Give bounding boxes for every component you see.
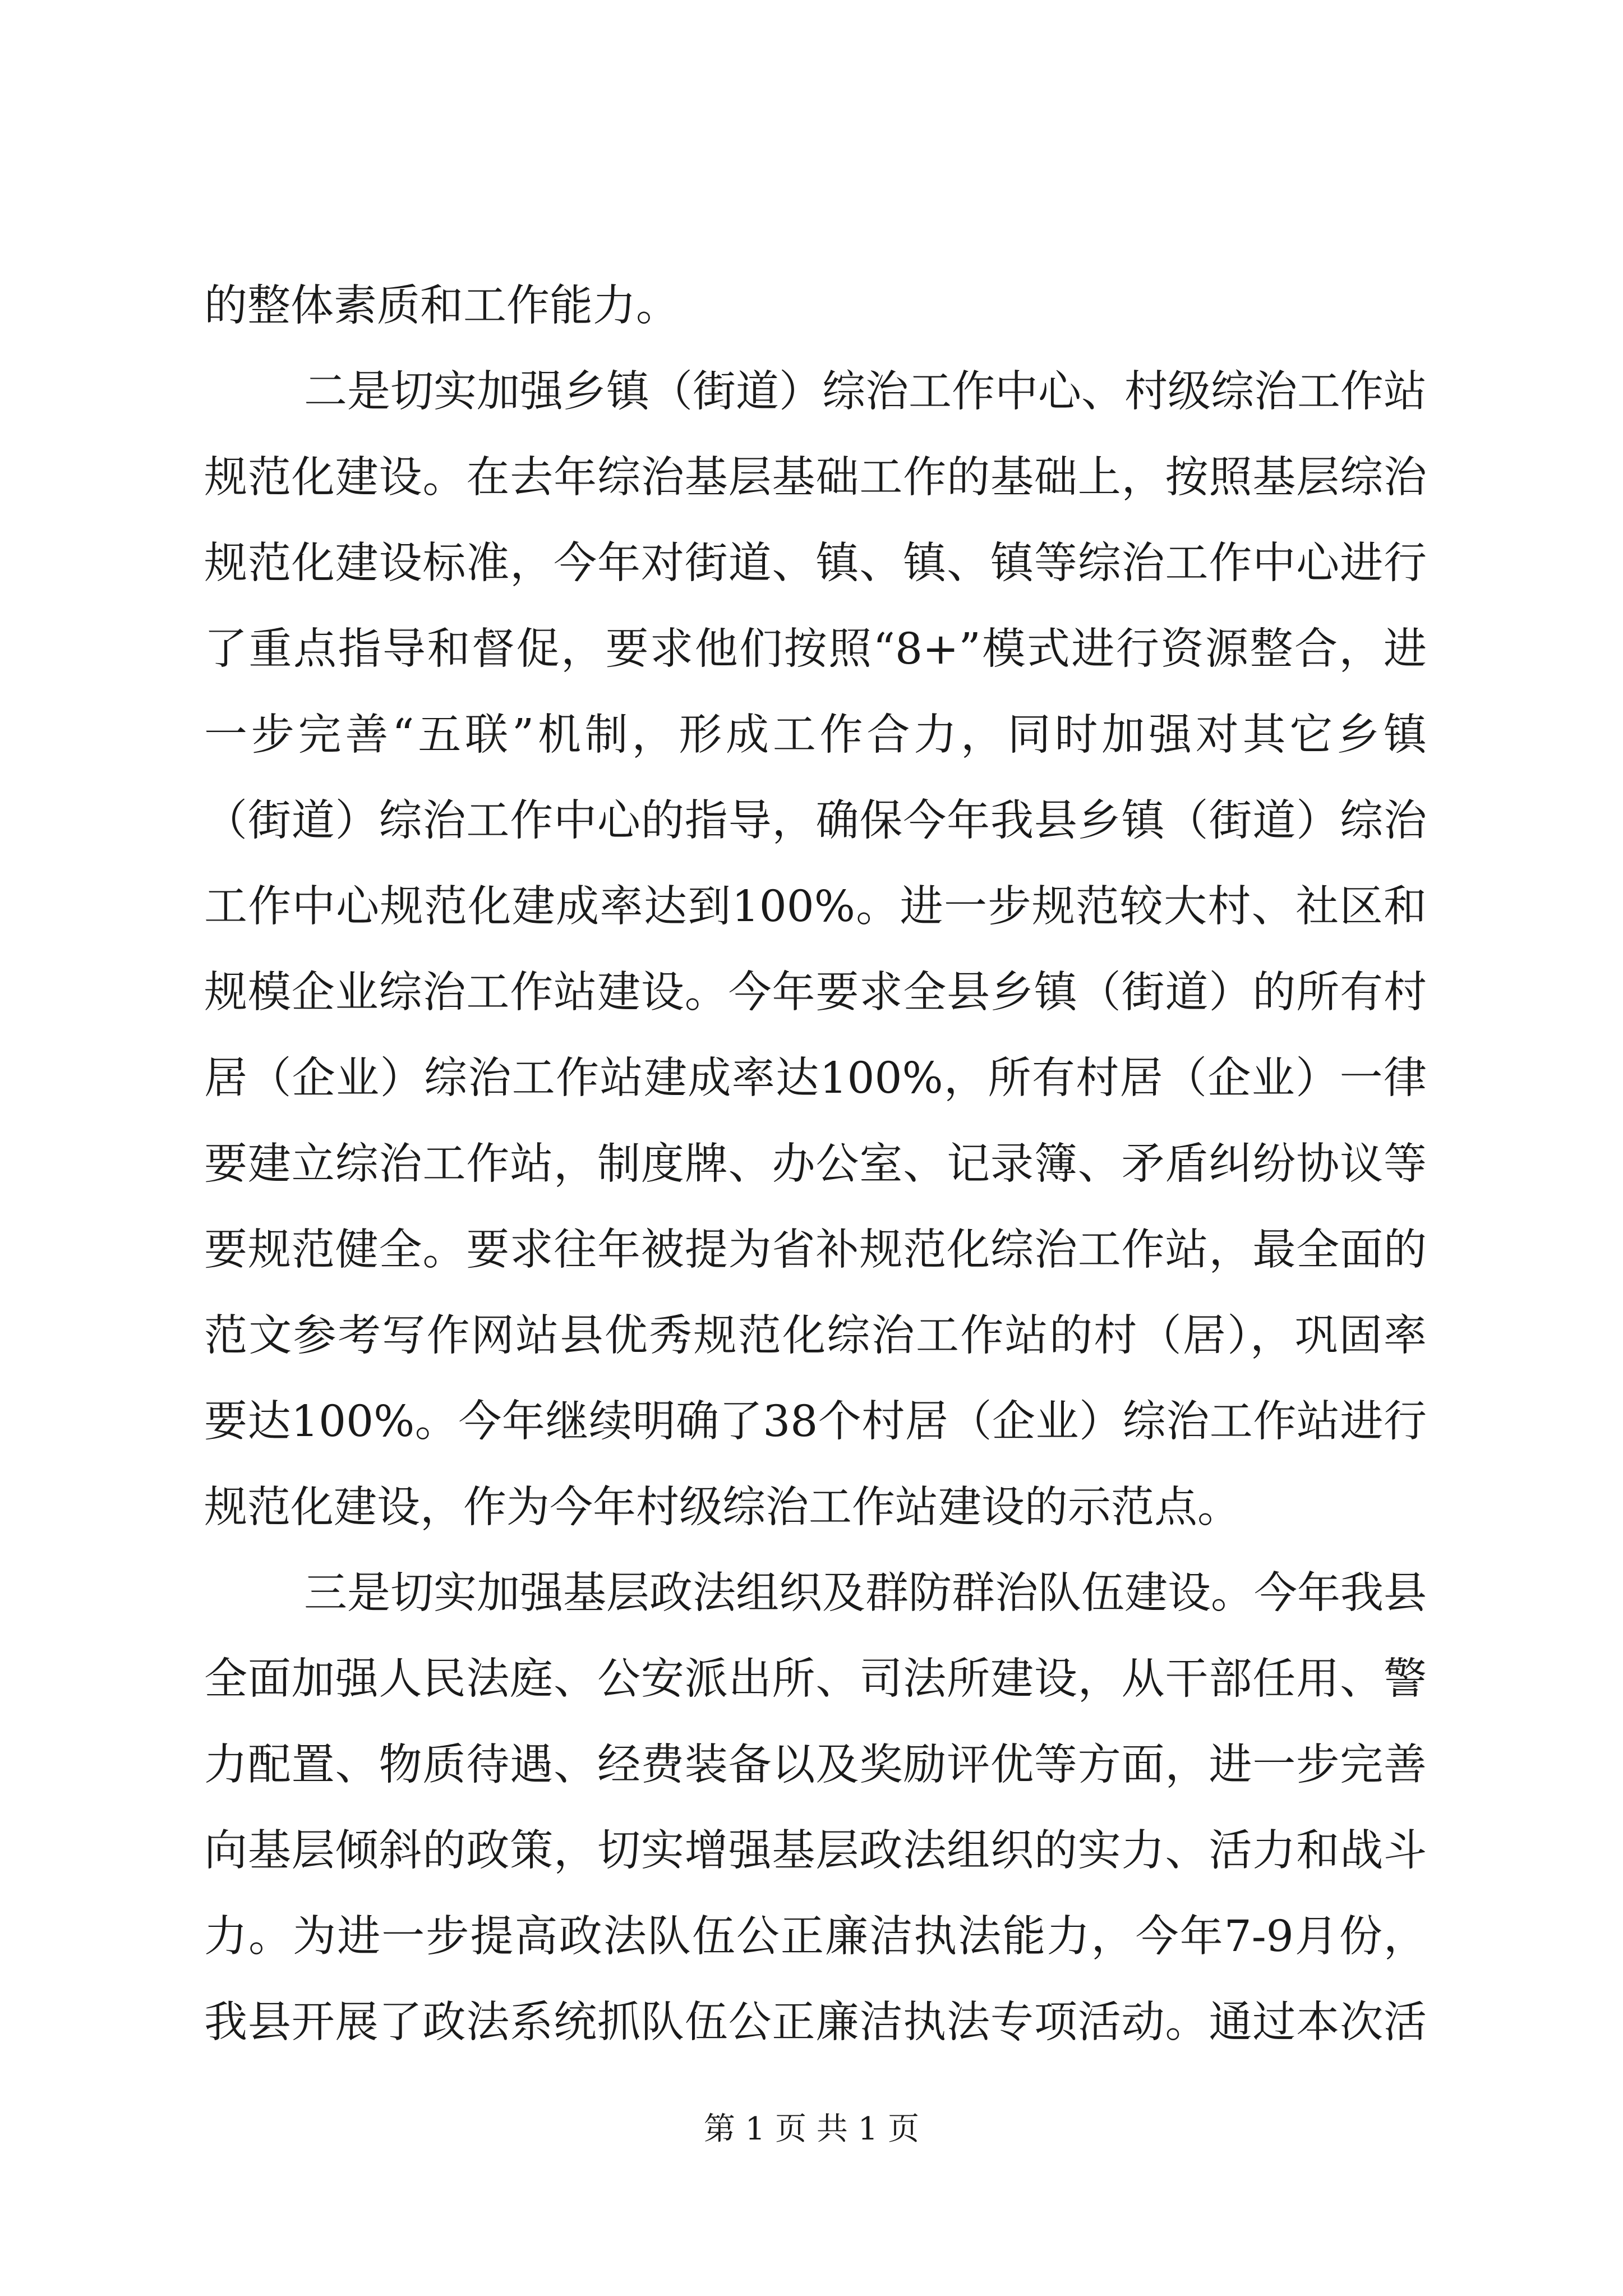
text-line: 居（企业）综治工作站建成率达100%，所有村居（企业）一律 [204, 1053, 1427, 1103]
text-line: 三是切实加强基层政法组织及群防群治队伍建设。今年我县 [304, 1568, 1427, 1618]
text-line: 向基层倾斜的政策，切实增强基层政法组织的实力、活力和战斗 [204, 1826, 1427, 1876]
text-line: 了重点指导和督促，要求他们按照“8+”模式进行资源整合，进 [204, 624, 1427, 674]
text-line: 二是切实加强乡镇（街道）综治工作中心、村级综治工作站 [304, 367, 1427, 417]
text-line: 规范化建设。在去年综治基层基础工作的基础上，按照基层综治 [204, 453, 1427, 503]
text-line: 规范化建设，作为今年村级综治工作站建设的示范点。 [204, 1483, 1241, 1533]
text-line: 要规范健全。要求往年被提为省补规范化综治工作站，最全面的 [204, 1225, 1427, 1275]
text-line: 要建立综治工作站，制度牌、办公室、记录簿、矛盾纠纷协议等 [204, 1139, 1427, 1189]
text-line: 力。为进一步提高政法队伍公正廉洁执法能力，今年7-9月份， [204, 1912, 1427, 1962]
text-line: 范文参考写作网站县优秀规范化综治工作站的村（居），巩固率 [204, 1311, 1427, 1361]
page-footer: 第 1 页 共 1 页 [703, 2111, 920, 2147]
text-line: （街道）综治工作中心的指导，确保今年我县乡镇（街道）综治 [204, 796, 1427, 846]
text-line: 的整体素质和工作能力。 [204, 281, 679, 331]
text-line: 一步完善“五联”机制，形成工作合力，同时加强对其它乡镇 [204, 710, 1427, 760]
text-line: 规模企业综治工作站建设。今年要求全县乡镇（街道）的所有村 [204, 968, 1427, 1018]
text-line: 力配置、物质待遇、经费装备以及奖励评优等方面，进一步完善 [204, 1740, 1427, 1790]
text-line: 全面加强人民法庭、公安派出所、司法所建设，从干部任用、警 [204, 1654, 1427, 1704]
text-line: 规范化建设标准，今年对街道、镇、镇、镇等综治工作中心进行 [204, 539, 1427, 588]
text-line: 要达100%。今年继续明确了38个村居（企业）综治工作站进行 [204, 1397, 1427, 1447]
text-line: 工作中心规范化建成率达到100%。进一步规范较大村、社区和 [204, 882, 1427, 932]
text-line: 我县开展了政法系统抓队伍公正廉洁执法专项活动。通过本次活 [204, 1998, 1427, 2047]
